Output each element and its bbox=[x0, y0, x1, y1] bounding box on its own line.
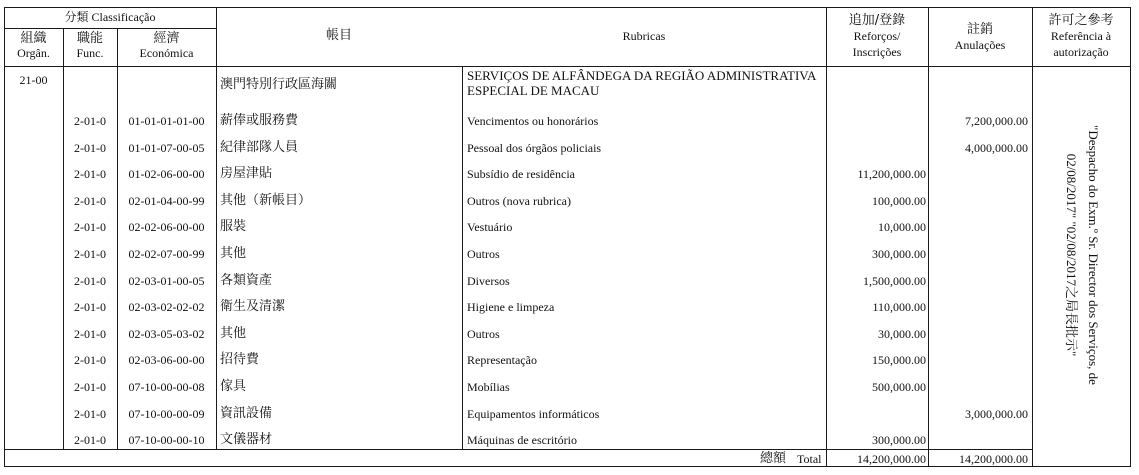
col-line-pt bbox=[826, 7, 827, 467]
func-header-pt: Func. bbox=[76, 46, 104, 60]
row-name-zh: 其他 bbox=[220, 246, 247, 261]
row-func: 2-01-0 bbox=[74, 353, 106, 367]
row-name-pt: Mobílias bbox=[467, 380, 510, 394]
col-line-cancel bbox=[1032, 7, 1033, 467]
authorization-reference-text: "Despacho do Exm.º Sr. Director dos Serviços, de 02/08/2017" "02/08/2017之局長批示" bbox=[1064, 125, 1101, 385]
row-econ: 02-02-07-00-99 bbox=[128, 247, 205, 261]
row-econ: 02-01-04-00-99 bbox=[128, 194, 205, 208]
row-name-zh: 其他 bbox=[220, 326, 247, 341]
row-reinforce: 10,000.00 bbox=[878, 220, 926, 234]
row-name-zh: 各類資產 bbox=[220, 273, 273, 288]
row-name-pt: Vestuário bbox=[467, 220, 513, 234]
organ-header-pt: Orgân. bbox=[17, 46, 50, 60]
total-label-pt: Total bbox=[797, 452, 822, 466]
reinforce-header-pt1: Reforços/ bbox=[853, 29, 901, 43]
col-line-rubric bbox=[462, 66, 463, 449]
row-econ: 02-03-02-02-02 bbox=[128, 300, 205, 314]
row-name-zh: 其他（新帳目） bbox=[220, 193, 312, 208]
header-divider bbox=[4, 66, 1131, 67]
row-func: 2-01-0 bbox=[74, 274, 106, 288]
row-func: 2-01-0 bbox=[74, 114, 106, 128]
reinforce-header-zh: 追加/登錄 bbox=[848, 13, 906, 28]
cancel-header-zh: 註銷 bbox=[966, 22, 993, 37]
authorization-reference bbox=[1052, 95, 1112, 415]
total-label-zh: 總額 bbox=[760, 451, 787, 466]
cancel-header-pt: Anulações bbox=[954, 38, 1006, 52]
col-line-reinforce bbox=[928, 7, 929, 467]
table-top-border bbox=[4, 7, 1131, 8]
row-name-pt: Higiene e limpeza bbox=[467, 300, 555, 314]
table-right-border bbox=[1130, 7, 1131, 467]
row-reinforce: 500,000.00 bbox=[872, 380, 926, 394]
row-econ: 01-01-01-01-00 bbox=[128, 114, 205, 128]
total-divider bbox=[4, 449, 1032, 450]
table-bottom-border bbox=[4, 466, 1131, 467]
reinforce-header-pt2: Inscrições bbox=[852, 45, 902, 59]
row-reinforce: 300,000.00 bbox=[872, 247, 926, 261]
row-cancel: 3,000,000.00 bbox=[965, 407, 1028, 421]
row-name-zh: 資訊設備 bbox=[220, 406, 273, 421]
func-header-zh: 職能 bbox=[76, 31, 103, 46]
row-name-pt: Equipamentos informáticos bbox=[467, 407, 600, 421]
row-name-zh: 文儀器材 bbox=[220, 432, 273, 447]
row-name-zh: 衛生及清潔 bbox=[220, 299, 286, 314]
row-cancel: 7,200,000.00 bbox=[965, 114, 1028, 128]
row-cancel: 4,000,000.00 bbox=[965, 141, 1028, 155]
org-name-zh: 澳門特別行政區海關 bbox=[220, 77, 338, 92]
auth-header-zh: 許可之參考 bbox=[1048, 13, 1114, 28]
row-name-zh: 紀律部隊人員 bbox=[220, 140, 299, 155]
row-name-pt: Outros bbox=[467, 247, 500, 261]
row-name-pt: Outros bbox=[467, 327, 500, 341]
row-name-pt: Representação bbox=[467, 353, 537, 367]
row-func: 2-01-0 bbox=[74, 327, 106, 341]
row-econ: 07-10-00-00-08 bbox=[128, 380, 205, 394]
row-name-pt: Vencimentos ou honorários bbox=[467, 114, 599, 128]
row-func: 2-01-0 bbox=[74, 167, 106, 181]
row-name-zh: 傢具 bbox=[220, 379, 247, 394]
econ-header-pt: Económica bbox=[139, 46, 194, 60]
auth-header-pt2: autorização bbox=[1053, 45, 1109, 59]
row-func: 2-01-0 bbox=[74, 220, 106, 234]
row-reinforce: 110,000.00 bbox=[872, 300, 926, 314]
row-name-zh: 房屋津貼 bbox=[220, 166, 273, 181]
row-econ: 07-10-00-00-09 bbox=[128, 407, 205, 421]
econ-header-zh: 經濟 bbox=[153, 31, 180, 46]
auth-header-pt1: Referência à bbox=[1050, 29, 1112, 43]
total-reinforce: 14,200,000.00 bbox=[857, 452, 926, 466]
row-name-pt: Diversos bbox=[467, 274, 510, 288]
classification-header: 分類 Classificação bbox=[64, 10, 156, 24]
org-name-pt-line1: SERVIÇOS DE ALFÂNDEGA DA REGIÃO ADMINISTRATIVA bbox=[467, 68, 817, 83]
row-name-zh: 招待費 bbox=[220, 352, 260, 367]
row-econ: 02-03-05-03-02 bbox=[128, 327, 205, 341]
row-func: 2-01-0 bbox=[74, 194, 106, 208]
row-func: 2-01-0 bbox=[74, 433, 106, 447]
row-func: 2-01-0 bbox=[74, 247, 106, 261]
org-code: 21-00 bbox=[19, 73, 48, 87]
row-reinforce: 1,500,000.00 bbox=[863, 274, 926, 288]
row-func: 2-01-0 bbox=[74, 300, 106, 314]
row-name-pt: Outros (nova rubrica) bbox=[467, 194, 571, 208]
total-cancel: 14,200,000.00 bbox=[959, 452, 1028, 466]
row-econ: 01-01-07-00-05 bbox=[128, 141, 205, 155]
row-reinforce: 100,000.00 bbox=[872, 194, 926, 208]
row-econ: 02-03-01-00-05 bbox=[128, 274, 205, 288]
org-name-pt-line2: ESPECIAL DE MACAU bbox=[467, 83, 600, 98]
row-name-pt: Pessoal dos órgãos policiais bbox=[467, 141, 602, 155]
organ-header-zh: 組織 bbox=[20, 31, 47, 46]
rubric-header-zh: 帳目 bbox=[325, 28, 352, 43]
row-econ: 02-02-06-00-00 bbox=[128, 220, 205, 234]
row-name-pt: Subsídio de residência bbox=[467, 167, 575, 181]
row-econ: 02-03-06-00-00 bbox=[128, 353, 205, 367]
row-func: 2-01-0 bbox=[74, 380, 106, 394]
row-name-pt: Máquinas de escritório bbox=[467, 433, 577, 447]
row-name-zh: 服裝 bbox=[220, 219, 247, 234]
row-reinforce: 30,000.00 bbox=[878, 327, 926, 341]
row-func: 2-01-0 bbox=[74, 407, 106, 421]
row-reinforce: 11,200,000.00 bbox=[857, 167, 926, 181]
row-name-zh: 薪俸或服務費 bbox=[220, 113, 299, 128]
rubric-header-pt: Rubricas bbox=[622, 29, 666, 43]
row-econ: 01-02-06-00-00 bbox=[128, 167, 205, 181]
row-econ: 07-10-00-00-10 bbox=[128, 433, 205, 447]
row-func: 2-01-0 bbox=[74, 141, 106, 155]
budget-table bbox=[4, 7, 1131, 467]
classification-divider bbox=[4, 28, 216, 29]
row-reinforce: 150,000.00 bbox=[872, 353, 926, 367]
row-reinforce: 300,000.00 bbox=[872, 433, 926, 447]
col-line-econ bbox=[216, 7, 217, 449]
